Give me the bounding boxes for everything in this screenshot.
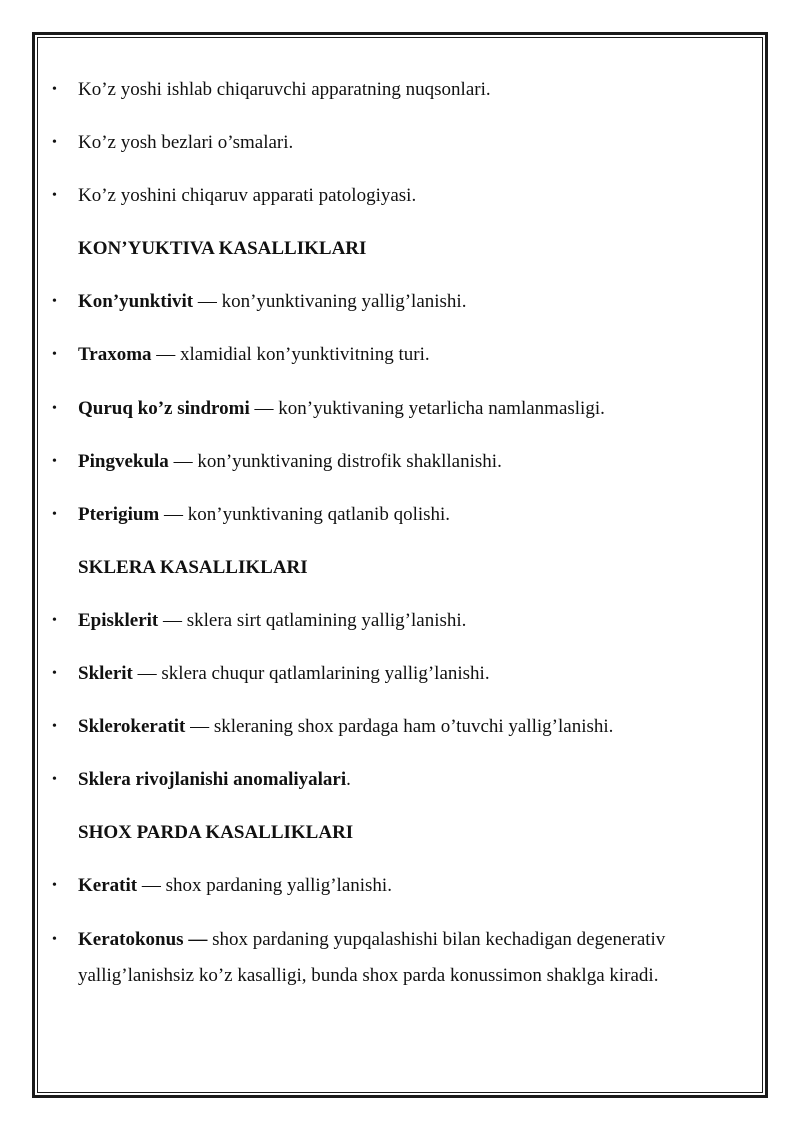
term: Pterigium [78, 504, 160, 525]
term: Sklera rivojlanishi anomaliyalari [78, 769, 347, 790]
term: Kon’yunktivit [78, 291, 194, 312]
definition: . [346, 769, 351, 790]
separator: — [185, 716, 214, 737]
definition: kon’yunktivaning qatlanib qolishi. [187, 504, 451, 525]
term: Keratit [78, 875, 138, 896]
separator: — [159, 504, 188, 525]
bullet-marker: • [52, 507, 57, 522]
bullet-marker: • [52, 932, 57, 947]
definition: Ko’z yoshi ishlab chiqaruvchi apparatning nuqsonlari. [78, 79, 491, 100]
section-heading-shox-parda: SHOX PARDA KASALLIKLARI [78, 822, 354, 843]
term: Keratokonus — [78, 929, 208, 950]
bullet-marker: • [52, 454, 57, 469]
definition: shox pardaning yallig’lanishi. [165, 875, 392, 896]
list-item [78, 444, 728, 480]
term: Episklerit [78, 610, 159, 631]
definition: shox pardaning yupqalashishi bilan kechadigan degenerativ yallig’lanishsiz ko’z kasalligi, bunda shox parda konussimon shaklga kiradi. [78, 929, 666, 986]
bullet-marker: • [52, 613, 57, 628]
separator: — [137, 875, 166, 896]
bullet-marker: • [52, 135, 57, 150]
list-item [78, 125, 728, 161]
bullet-marker: • [52, 666, 57, 681]
term: Quruq ko’z sindromi [78, 398, 250, 419]
separator: — [158, 610, 187, 631]
term: Sklerit [78, 663, 133, 684]
separator: — [132, 663, 162, 684]
bullet-marker: • [52, 82, 57, 97]
bullet-marker: • [52, 401, 57, 416]
bullet-marker: • [52, 294, 57, 309]
list-item [78, 497, 728, 533]
list-item [78, 868, 728, 904]
definition: kon’yunktivaning distrofik shakllanishi. [197, 451, 502, 472]
definition: sklera chuqur qatlamlarining yallig’lanishi. [161, 663, 490, 684]
list-item [78, 922, 718, 994]
section-heading-sklera: SKLERA KASALLIKLARI [78, 557, 308, 578]
definition: kon’yuktivaning yetarlicha namlanmasligi. [278, 398, 605, 419]
term: Sklerokeratit [78, 716, 186, 737]
list-item [78, 391, 728, 427]
definition: sklera sirt qatlamining yallig’lanishi. [186, 610, 467, 631]
separator: — [168, 451, 198, 472]
list-item [78, 178, 728, 214]
separator: — [249, 398, 279, 419]
bullet-marker: • [52, 878, 57, 893]
definition: Ko’z yosh bezlari o’smalari. [78, 132, 294, 153]
list-item [78, 72, 728, 108]
definition: xlamidial kon’yunktivitning turi. [180, 344, 430, 365]
section-heading-konyuktiva: KON’YUKTIVA KASALLIKLARI [78, 238, 367, 259]
bullet-marker: • [52, 719, 57, 734]
list-item [78, 284, 728, 320]
bullet-marker: • [52, 347, 57, 362]
definition: kon’yunktivaning yallig’lanishi. [221, 291, 467, 312]
term: Pingvekula [78, 451, 169, 472]
definition: skleraning shox pardaga ham o’tuvchi yallig’lanishi. [213, 716, 614, 737]
bullet-marker: • [52, 772, 57, 787]
separator: — [193, 291, 222, 312]
list-item [78, 603, 728, 639]
list-item [78, 709, 728, 745]
separator: — [151, 344, 181, 365]
list-item [78, 762, 728, 798]
term: Traxoma [78, 344, 152, 365]
list-item [78, 656, 728, 692]
bullet-marker: • [52, 188, 57, 203]
list-item [78, 337, 728, 373]
definition: Ko’z yoshini chiqaruv apparati patologiyasi. [78, 185, 417, 206]
